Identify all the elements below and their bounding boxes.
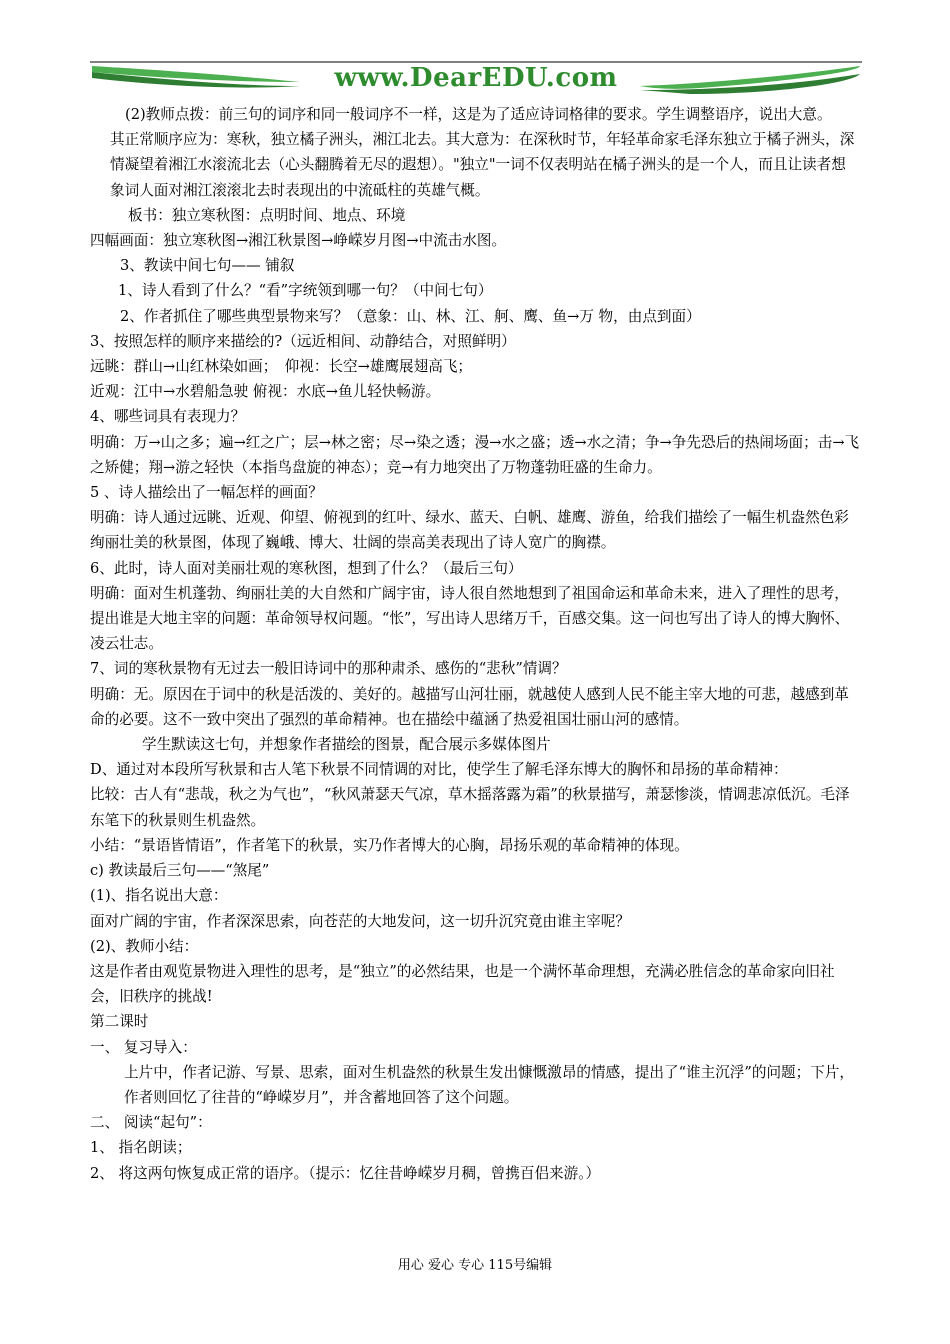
question: 5 、诗人描绘出了一幅怎样的画面？ (90, 484, 323, 502)
question: (2)、教师小结： (90, 937, 199, 955)
paragraph: D、通过对本段所写秋景和古人笔下秋景不同情调的对比，使学生了解毛泽东博大的胸怀和昂扬的革命精神： (90, 761, 788, 779)
question: 7、词的寒秋景物有无过去一般旧诗词中的那种肃杀、感伤的“悲秋”情调？ (90, 660, 567, 678)
site-logo-text: www.DearEDU.com (334, 63, 618, 93)
paragraph: 远眺：群山→山红林染如画； 仰视：长空→雄鹰展翅高飞； (90, 358, 473, 376)
question: 4、哪些词具有表现力？ (90, 408, 246, 426)
question: 6、此时，诗人面对美丽壮观的寒秋图，想到了什么？（最后三句） (90, 559, 523, 577)
question: 2、作者抓住了哪些典型景物来写？（意象：山、林、江、舸、鹰、鱼→万 物，由点到面） (120, 307, 701, 325)
paragraph: (2)教师点拨：前三句的词序和同一般词序不一样，这是为了适应诗词格律的要求。学生调整语序，说出大意。 (125, 106, 832, 123)
paragraph: 上片中，作者记游、写景、思索，面对生机盎然的秋景生发出慷慨激昂的情感，提出了“谁主沉浮”的问题；下片，作者则回忆了往昔的“峥嵘岁月”，并含蓄地回答了这个问题。 (124, 1063, 855, 1106)
question: (1)、指名说出大意： (90, 887, 228, 905)
paragraph: 四幅画面：独立寒秋图→湘江秋景图→峥嵘岁月图→中流击水图。 (90, 232, 507, 250)
question: 3、按照怎样的顺序来描绘的?（远近相间、动静结合，对照鲜明） (90, 332, 516, 350)
paragraph: 其正常顺序应为：寒秋，独立橘子洲头，湘江北去。其大意为：在深秋时节，年轻革命家毛泽东独立于橘子洲头，深情凝望着湘江水滚流北去（心头翻腾着无尽的遐想）。"独立"一词不仅表明站在橘子洲头的是一个人，而且让读者想象词人面对湘江滚滚北去时表现出的中流砥柱的英雄气概。 (110, 131, 855, 199)
list-item: 2、 将这两句恢复成正常的语序。（提示：忆往昔峥嵘岁月稠，曾携百侣来游。） (90, 1164, 601, 1182)
page-header (0, 0, 950, 100)
page-footer: 用心 爱心 专心 115号编辑 (397, 1258, 553, 1273)
answer: 这是作者由观览景物进入理性的思考，是“独立”的必然结果，也是一个满怀革命理想，充满必胜信念的革命家向旧社会，旧秩序的挑战! (90, 962, 835, 1006)
document-body (90, 102, 860, 1186)
paragraph: 板书：独立寒秋图：点明时间、地点、环境 (128, 206, 406, 224)
list-item: 1、 指名朗读； (90, 1139, 192, 1157)
section-heading: 3、教读中间七句—— 铺叙 (120, 257, 295, 275)
paragraph: 近观：江中→水碧船急驶 俯视：水底→鱼儿轻快畅游。 (90, 383, 441, 401)
summary: 小结：“景语皆情语”，作者笔下的秋景，实乃作者博大的心胸，昂扬乐观的革命精神的体现。 (90, 836, 689, 854)
section-heading: c) 教读最后三句——“煞尾” (90, 862, 270, 880)
answer: 明确：诗人通过远眺、近观、仰望、俯视到的红叶、绿水、蓝天、白帆、雄鹰、游鱼，给我们描绘了一幅生机盎然色彩绚丽壮美的秋景图，体现了巍峨、博大、壮阔的崇高美表现出了诗人宽广的胸襟。 (90, 509, 849, 552)
question: 1、诗人看到了什么？“看”字统领到哪一句？（中间七句） (118, 282, 493, 300)
answer: 明确：无。原因在于词中的秋是活泼的、美好的。越描写山河壮丽，就越使人感到人民不能主宰大地的可悲，越感到革命的必要。这不一致中突出了强烈的革命精神。也在描绘中蕴涵了热爱祖国壮丽山河的感情。 (90, 685, 849, 728)
paragraph: 比较：古人有“悲哉，秋之为气也”，“秋风萧瑟天气凉，草木摇落露为霜”的秋景描写，萧瑟惨淡，情调悲凉低沉。毛泽东笔下的秋景则生机盎然。 (90, 786, 850, 829)
section-heading: 二、 阅读“起句”： (90, 1114, 212, 1132)
answer: 明确：面对生机蓬勃、绚丽壮美的大自然和广阔宇宙，诗人很自然地想到了祖国命运和革命未来，进入了理性的思考，提出谁是大地主宰的问题：革命领导权问题。“怅”，写出诗人思绪万千，百感交集。这一问也写出了诗人的博大胸怀、凌云壮志。 (90, 584, 850, 653)
lesson-heading: 第二课时 (90, 1013, 149, 1031)
answer: 明确：万→山之多；遍→红之广；层→林之密；尽→染之透；漫→水之盛；透→水之清；争→争先恐后的热闹场面；击→飞之矫健；翔→游之轻快（本指鸟盘旋的神态）；竞→有力地突出了万物蓬勃旺盛的生命力。 (90, 433, 860, 476)
paragraph: 学生默读这七句，并想象作者描绘的图景，配合展示多媒体图片 (142, 736, 551, 754)
section-heading: 一、 复习导入： (90, 1038, 197, 1056)
answer: 面对广阔的宇宙，作者深深思索，向苍茫的大地发问，这一切升沉究竟由谁主宰呢？ (90, 912, 630, 930)
